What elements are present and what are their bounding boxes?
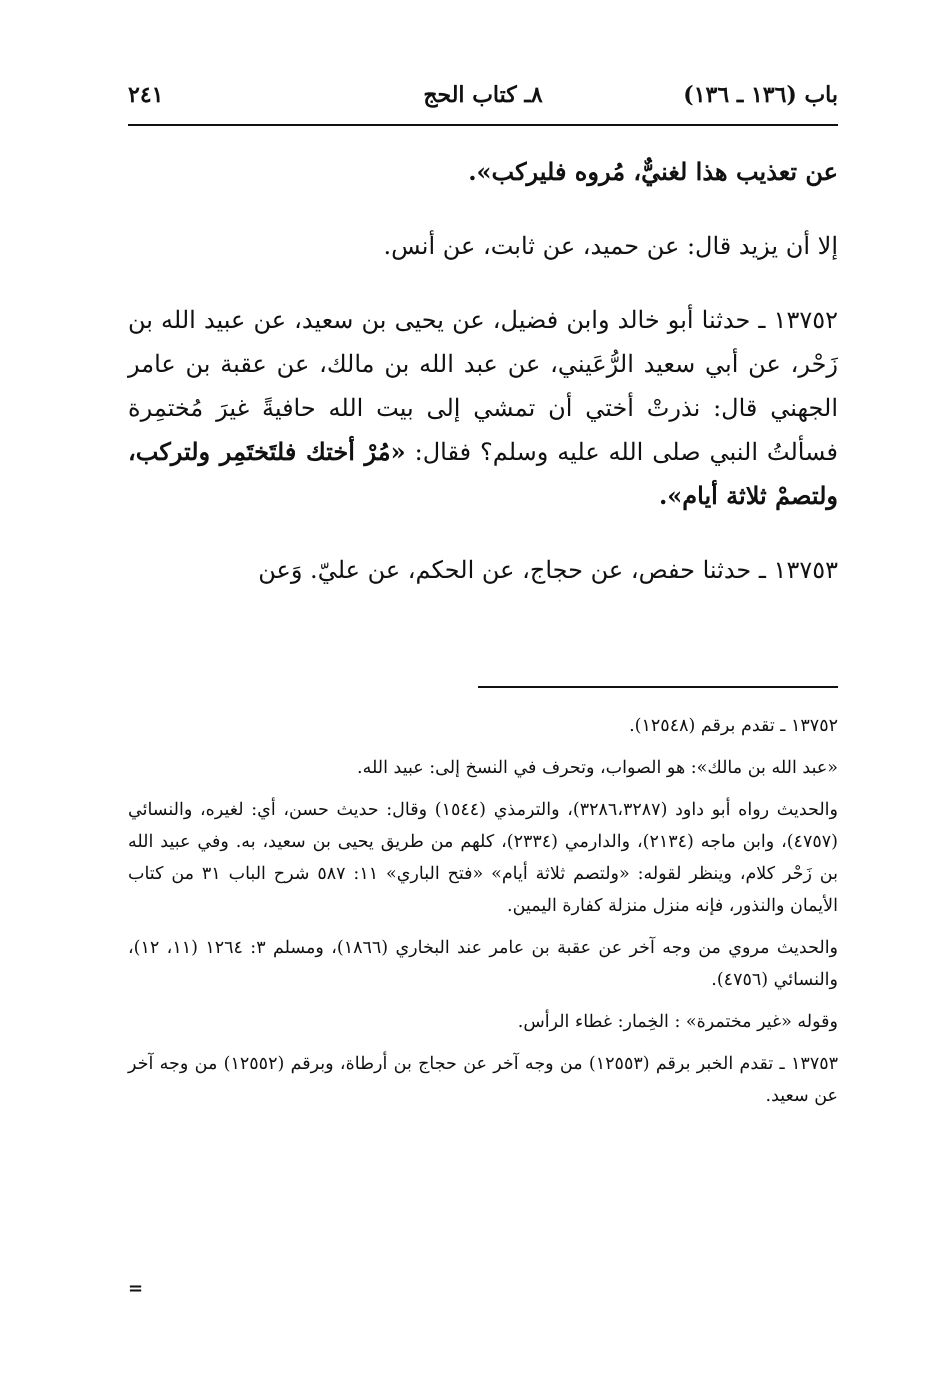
footnote-divider [478,686,838,688]
continuation-paragraph: عن تعذيب هذا لغنيٌّ، مُروه فليركب». [468,157,838,186]
header-divider [128,124,838,126]
footnote-13752-ref: ١٣٧٥٢ ـ تقدم برقم (١٢٥٤٨). [629,716,838,736]
footnote-other-chain: والحديث مروي من وجه آخر عن عقبة بن عامر عند البخاري (١٨٦٦)، ومسلم ٣: ١٢٦٤ (١١، ١٢)، والنسائي (٤٧٥٦). [128,938,839,990]
footnote-name-correction: «عبد الله بن مالك»: هو الصواب، وتحرف في النسخ إلى: عبيد الله. [357,758,838,778]
hadith-13753: ١٣٧٥٣ ـ حدثنا حفص، عن حجاج، عن الحكم، عن عليّ. وَعن [258,556,838,584]
footnote-definition: وقوله «غير مختمرة» : الخِمار: غطاء الرأس. [517,1012,838,1032]
hadith-13752-chain: ١٣٧٥٢ ـ حدثنا أبو خالد وابن فضيل، عن يحيى بن سعيد، عن عبيد الله بن زَحْر، عن أبي سعيد الرُّعَيني، عن عبد الله بن مالك، عن عقبة بن عامر الجهني قال: نذرتْ أختي أن تمشي إلى بيت الله حافيةً غيرَ مُختمِرة فسألتُ النبي صلى الله عليه وسلم؟ فقال: [128,306,838,466]
page-number: ٢٤١ [128,82,164,108]
hadith-13752 [128,298,838,518]
narration-note: إلا أن يزيد قال: عن حميد، عن ثابت، عن أنس. [383,232,838,260]
footnotes [128,710,838,1122]
running-header [128,82,838,122]
chapter-reference: باب (١٣٦ ـ ١٣٦) [683,82,838,108]
hadith-13752-quote: «مُرْ أختك فلتَختَمِر ولتركب، ولتصمْ ثلاثة أيام». [128,437,838,510]
book-title: ٨ـ كتاب الحج [423,82,543,108]
continuation-mark: = [128,1278,144,1299]
footnote-takhrij: والحديث رواه أبو داود (٣٢٨٦،٣٢٨٧)، والترمذي (١٥٤٤) وقال: حديث حسن، أي: لغيره، والنسائي (٤٧٥٧)، وابن ماجه (٢١٣٤)، والدارمي (٢٣٣٤)، كلهم من طريق يحيى بن سعيد، به. وفي عبيد الله بن زَحْر كلام، وينظر لقوله: «ولتصم ثلاثة أيام» «فتح الباري» ١١: ٥٨٧ شرح الباب ٣١ من كتاب الأيمان والنذور، فإنه منزل منزلة كفارة اليمين. [128,800,838,916]
footnote-13753-ref: ١٣٧٥٣ ـ تقدم الخبر برقم (١٢٥٥٣) من وجه آخر عن حجاج بن أرطاة، وبرقم (١٢٥٥٢) من وجه آخر عن سعيد. [128,1054,839,1106]
main-text [128,150,838,622]
